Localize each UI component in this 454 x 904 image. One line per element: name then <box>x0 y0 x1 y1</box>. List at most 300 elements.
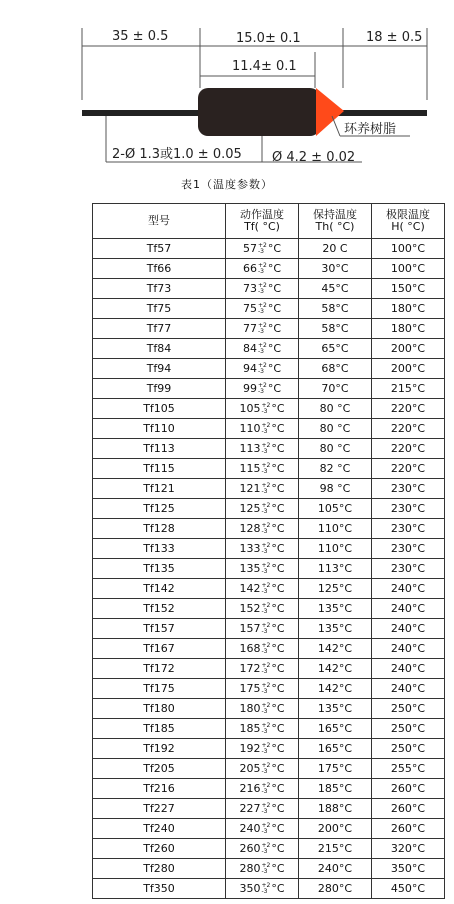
cell-model: Tf135 <box>93 559 226 579</box>
table-row <box>93 699 445 719</box>
table-row <box>93 779 445 799</box>
cell-model: Tf350 <box>93 879 226 899</box>
lead-dim-label: 2-Ø 1.3或1.0 ± 0.05 <box>112 147 242 162</box>
tolerance-upper: +2 <box>257 301 267 309</box>
cell-model: Tf105 <box>93 399 226 419</box>
cell-tf <box>226 239 299 259</box>
table-row <box>93 519 445 539</box>
tolerance-lower: -3 <box>261 687 268 695</box>
cell-th: 125°C <box>299 579 372 599</box>
cell-th: 200°C <box>299 819 372 839</box>
cell-h: 200°C <box>372 359 445 379</box>
tolerance-upper: +2 <box>261 441 271 449</box>
cell-h: 215°C <box>372 379 445 399</box>
table-row <box>93 679 445 699</box>
cell-th: 142°C <box>299 639 372 659</box>
tolerance-upper: +2 <box>261 741 271 749</box>
body-dia-label: Ø 4.2 ± 0.02 <box>272 150 356 165</box>
header-h-line1: 极限温度 <box>386 208 430 221</box>
cell-th: 80 °C <box>299 419 372 439</box>
cell-th: 280°C <box>299 879 372 899</box>
cell-tf <box>226 859 299 879</box>
tf-unit: °C <box>271 541 285 555</box>
resin-leader <box>332 116 340 136</box>
tolerance-upper: +2 <box>261 561 271 569</box>
cell-tf <box>226 699 299 719</box>
cell-model: Tf142 <box>93 579 226 599</box>
tolerance-upper: +2 <box>257 321 267 329</box>
tf-unit: °C <box>271 641 285 655</box>
cell-th: 45°C <box>299 279 372 299</box>
cell-tf <box>226 359 299 379</box>
tolerance-upper: +2 <box>261 541 271 549</box>
tolerance-upper: +2 <box>261 481 271 489</box>
cell-th: 135°C <box>299 619 372 639</box>
tolerance-lower: -3 <box>261 607 268 615</box>
cell-tf <box>226 719 299 739</box>
tf-tolerance <box>261 503 270 515</box>
tf-unit: °C <box>271 621 285 635</box>
cell-h: 255°C <box>372 759 445 779</box>
tf-value: 142 <box>239 581 261 595</box>
cell-h: 250°C <box>372 719 445 739</box>
cell-tf <box>226 479 299 499</box>
dim-body-total-label: 15.0± 0.1 <box>236 31 301 46</box>
tf-unit: °C <box>271 861 285 875</box>
resin-label: 环养树脂 <box>344 122 397 137</box>
tf-value: 113 <box>239 441 261 455</box>
cell-th: 110°C <box>299 519 372 539</box>
table-row <box>93 479 445 499</box>
tf-value: 105 <box>239 401 261 415</box>
tf-unit: °C <box>271 881 285 895</box>
cell-h: 180°C <box>372 299 445 319</box>
tolerance-lower: -3 <box>257 247 264 255</box>
tf-tolerance <box>261 683 270 695</box>
tf-value: 205 <box>239 761 261 775</box>
tf-tolerance <box>258 283 267 295</box>
tolerance-lower: -3 <box>257 267 264 275</box>
tolerance-upper: +2 <box>261 661 271 669</box>
cell-h: 230°C <box>372 539 445 559</box>
cell-tf <box>226 379 299 399</box>
cell-model: Tf128 <box>93 519 226 539</box>
tf-unit: °C <box>267 361 282 375</box>
cell-th: 65°C <box>299 339 372 359</box>
table-row <box>93 579 445 599</box>
tf-tolerance <box>261 623 270 635</box>
tf-unit: °C <box>271 601 285 615</box>
cell-tf <box>226 339 299 359</box>
cell-model: Tf180 <box>93 699 226 719</box>
tolerance-upper: +2 <box>257 241 267 249</box>
cell-model: Tf121 <box>93 479 226 499</box>
cell-h: 230°C <box>372 479 445 499</box>
cell-model: Tf57 <box>93 239 226 259</box>
tf-tolerance <box>261 443 270 455</box>
tolerance-lower: -3 <box>261 767 268 775</box>
cell-th: 175°C <box>299 759 372 779</box>
cell-tf <box>226 299 299 319</box>
cell-tf <box>226 819 299 839</box>
tolerance-lower: -3 <box>261 747 268 755</box>
tolerance-lower: -3 <box>261 707 268 715</box>
tf-value: 125 <box>239 501 261 515</box>
cell-th: 142°C <box>299 679 372 699</box>
cell-th: 165°C <box>299 719 372 739</box>
tf-unit: °C <box>267 281 282 295</box>
lead-right <box>335 110 427 116</box>
cell-model: Tf167 <box>93 639 226 659</box>
cell-model: Tf240 <box>93 819 226 839</box>
cell-tf <box>226 739 299 759</box>
tf-value: 216 <box>239 781 261 795</box>
cell-tf <box>226 759 299 779</box>
table-row <box>93 339 445 359</box>
tf-unit: °C <box>267 301 282 315</box>
cell-tf <box>226 619 299 639</box>
tf-tolerance <box>261 523 270 535</box>
cell-h: 240°C <box>372 619 445 639</box>
tolerance-lower: -3 <box>261 627 268 635</box>
tf-value: 99 <box>242 381 257 395</box>
fuse-dimension-drawing <box>0 0 454 176</box>
tf-value: 75 <box>242 301 257 315</box>
tolerance-lower: -3 <box>261 487 268 495</box>
tf-value: 110 <box>239 421 261 435</box>
cell-h: 100°C <box>372 259 445 279</box>
tf-value: 172 <box>239 661 261 675</box>
dim-body-label: 11.4± 0.1 <box>232 59 297 74</box>
tolerance-upper: +2 <box>261 521 271 529</box>
cell-model: Tf216 <box>93 779 226 799</box>
table-row <box>93 599 445 619</box>
header-tf-line1: 动作温度 <box>240 208 284 221</box>
cell-h: 350°C <box>372 859 445 879</box>
tf-tolerance <box>261 883 270 895</box>
cell-h: 220°C <box>372 439 445 459</box>
tf-tolerance <box>261 723 270 735</box>
cell-h: 100°C <box>372 239 445 259</box>
table-row <box>93 639 445 659</box>
cell-tf <box>226 579 299 599</box>
tf-value: 168 <box>239 641 261 655</box>
header-h <box>372 204 445 239</box>
table-row <box>93 619 445 639</box>
table-row <box>93 279 445 299</box>
tolerance-lower: -3 <box>257 287 264 295</box>
tf-tolerance <box>261 463 270 475</box>
cell-model: Tf113 <box>93 439 226 459</box>
cell-h: 220°C <box>372 459 445 479</box>
tf-value: 84 <box>242 341 257 355</box>
cell-th: 215°C <box>299 839 372 859</box>
table-row <box>93 239 445 259</box>
cell-h: 260°C <box>372 799 445 819</box>
tolerance-upper: +2 <box>261 461 271 469</box>
table-row <box>93 299 445 319</box>
tolerance-upper: +2 <box>261 681 271 689</box>
tolerance-upper: +2 <box>257 341 267 349</box>
cell-th: 80 °C <box>299 439 372 459</box>
cell-th: 82 °C <box>299 459 372 479</box>
tolerance-upper: +2 <box>257 381 267 389</box>
cell-model: Tf110 <box>93 419 226 439</box>
fuse-body <box>198 88 320 136</box>
tf-unit: °C <box>271 481 285 495</box>
cell-model: Tf227 <box>93 799 226 819</box>
cell-th: 135°C <box>299 699 372 719</box>
tolerance-lower: -3 <box>257 347 264 355</box>
table-row <box>93 359 445 379</box>
cell-model: Tf175 <box>93 679 226 699</box>
cell-tf <box>226 559 299 579</box>
temperature-table <box>92 203 445 899</box>
tolerance-upper: +2 <box>261 801 271 809</box>
cell-model: Tf94 <box>93 359 226 379</box>
tf-unit: °C <box>271 781 285 795</box>
tf-value: 115 <box>239 461 261 475</box>
cell-tf <box>226 499 299 519</box>
tolerance-lower: -3 <box>257 307 264 315</box>
table-row <box>93 719 445 739</box>
tf-unit: °C <box>271 721 285 735</box>
tf-tolerance <box>261 823 270 835</box>
tolerance-lower: -3 <box>261 447 268 455</box>
cell-th: 80 °C <box>299 399 372 419</box>
tf-value: 240 <box>239 821 261 835</box>
cell-tf <box>226 639 299 659</box>
tf-unit: °C <box>267 241 282 255</box>
table-header-row <box>93 204 445 239</box>
tf-tolerance <box>258 303 267 315</box>
tolerance-upper: +2 <box>261 861 271 869</box>
tf-tolerance <box>258 383 267 395</box>
cell-th: 165°C <box>299 739 372 759</box>
table-row <box>93 879 445 899</box>
tf-value: 180 <box>239 701 261 715</box>
lead-left <box>82 110 202 116</box>
tf-value: 94 <box>242 361 257 375</box>
tf-unit: °C <box>267 341 282 355</box>
tolerance-lower: -3 <box>261 667 268 675</box>
tolerance-lower: -3 <box>261 727 268 735</box>
tf-unit: °C <box>271 501 285 515</box>
tf-tolerance <box>261 763 270 775</box>
header-th-line1: 保持温度 <box>313 208 357 221</box>
table-row <box>93 419 445 439</box>
tolerance-lower: -3 <box>261 827 268 835</box>
cell-th: 110°C <box>299 539 372 559</box>
cell-tf <box>226 659 299 679</box>
tf-value: 175 <box>239 681 261 695</box>
cell-tf <box>226 539 299 559</box>
cell-th: 20 C <box>299 239 372 259</box>
table-row <box>93 859 445 879</box>
tf-unit: °C <box>271 761 285 775</box>
tolerance-lower: -3 <box>257 327 264 335</box>
tolerance-upper: +2 <box>261 761 271 769</box>
tf-value: 192 <box>239 741 261 755</box>
header-th-line2: Th( °C) <box>315 220 355 233</box>
cell-th: 68°C <box>299 359 372 379</box>
cell-h: 180°C <box>372 319 445 339</box>
header-tf-line2: Tf( °C) <box>244 220 280 233</box>
header-th <box>299 204 372 239</box>
cell-model: Tf73 <box>93 279 226 299</box>
tf-unit: °C <box>271 561 285 575</box>
tf-tolerance <box>258 243 267 255</box>
tolerance-upper: +2 <box>261 401 271 409</box>
tf-value: 280 <box>239 861 261 875</box>
tf-value: 260 <box>239 841 261 855</box>
tolerance-upper: +2 <box>261 781 271 789</box>
tolerance-lower: -3 <box>261 567 268 575</box>
tolerance-lower: -3 <box>257 367 264 375</box>
tf-unit: °C <box>271 681 285 695</box>
cell-h: 240°C <box>372 679 445 699</box>
tf-unit: °C <box>271 661 285 675</box>
cell-h: 450°C <box>372 879 445 899</box>
cell-model: Tf157 <box>93 619 226 639</box>
cell-h: 230°C <box>372 559 445 579</box>
tolerance-lower: -3 <box>261 847 268 855</box>
header-model-line1: 型号 <box>148 214 170 227</box>
cell-model: Tf185 <box>93 719 226 739</box>
cell-model: Tf84 <box>93 339 226 359</box>
tf-value: 135 <box>239 561 261 575</box>
tf-unit: °C <box>271 841 285 855</box>
cell-th: 30°C <box>299 259 372 279</box>
cell-tf <box>226 799 299 819</box>
tf-tolerance <box>261 663 270 675</box>
tolerance-lower: -3 <box>261 467 268 475</box>
cell-tf <box>226 319 299 339</box>
cell-h: 230°C <box>372 499 445 519</box>
tf-value: 66 <box>242 261 257 275</box>
table-row <box>93 839 445 859</box>
table-row <box>93 739 445 759</box>
table-row <box>93 499 445 519</box>
tf-tolerance <box>261 403 270 415</box>
tf-tolerance <box>261 483 270 495</box>
tf-unit: °C <box>271 581 285 595</box>
tf-unit: °C <box>271 401 285 415</box>
cell-model: Tf152 <box>93 599 226 619</box>
cell-th: 98 °C <box>299 479 372 499</box>
resin-cap <box>316 88 344 136</box>
cell-h: 240°C <box>372 639 445 659</box>
cell-tf <box>226 439 299 459</box>
cell-h: 240°C <box>372 659 445 679</box>
tf-tolerance <box>261 843 270 855</box>
tf-unit: °C <box>271 441 285 455</box>
header-model <box>93 204 226 239</box>
cell-model: Tf280 <box>93 859 226 879</box>
tf-tolerance <box>261 423 270 435</box>
tf-tolerance <box>258 263 267 275</box>
cell-model: Tf115 <box>93 459 226 479</box>
cell-model: Tf77 <box>93 319 226 339</box>
tf-tolerance <box>261 603 270 615</box>
tolerance-upper: +2 <box>257 281 267 289</box>
table-row <box>93 459 445 479</box>
cell-tf <box>226 679 299 699</box>
tf-value: 128 <box>239 521 261 535</box>
tolerance-lower: -3 <box>261 787 268 795</box>
cell-tf <box>226 519 299 539</box>
header-h-line2: H( °C) <box>391 220 425 233</box>
tf-unit: °C <box>271 521 285 535</box>
tolerance-upper: +2 <box>261 621 271 629</box>
tolerance-lower: -3 <box>261 887 268 895</box>
tolerance-upper: +2 <box>261 841 271 849</box>
tolerance-upper: +2 <box>261 641 271 649</box>
cell-tf <box>226 839 299 859</box>
table-row <box>93 539 445 559</box>
table-row <box>93 759 445 779</box>
tf-unit: °C <box>271 421 285 435</box>
table-body <box>93 239 445 899</box>
tf-tolerance <box>261 863 270 875</box>
tf-unit: °C <box>267 321 282 335</box>
table-row <box>93 319 445 339</box>
tf-value: 77 <box>242 321 257 335</box>
tolerance-lower: -3 <box>261 427 268 435</box>
cell-model: Tf125 <box>93 499 226 519</box>
table-row <box>93 379 445 399</box>
table-row <box>93 399 445 419</box>
cell-h: 250°C <box>372 739 445 759</box>
cell-model: Tf192 <box>93 739 226 759</box>
tf-unit: °C <box>267 261 282 275</box>
cell-th: 58°C <box>299 299 372 319</box>
tf-tolerance <box>261 543 270 555</box>
table-row <box>93 659 445 679</box>
tf-unit: °C <box>271 741 285 755</box>
tf-tolerance <box>261 643 270 655</box>
tf-value: 185 <box>239 721 261 735</box>
tolerance-lower: -3 <box>261 647 268 655</box>
dim-right-label: 18 ± 0.5 <box>366 30 423 45</box>
cell-tf <box>226 599 299 619</box>
tf-unit: °C <box>271 701 285 715</box>
cell-model: Tf75 <box>93 299 226 319</box>
tolerance-upper: +2 <box>261 821 271 829</box>
tf-tolerance <box>258 323 267 335</box>
table-row <box>93 559 445 579</box>
tolerance-lower: -3 <box>261 867 268 875</box>
tolerance-lower: -3 <box>261 407 268 415</box>
cell-th: 58°C <box>299 319 372 339</box>
cell-h: 320°C <box>372 839 445 859</box>
tolerance-lower: -3 <box>257 387 264 395</box>
tf-value: 152 <box>239 601 261 615</box>
cell-h: 150°C <box>372 279 445 299</box>
tolerance-lower: -3 <box>261 547 268 555</box>
cell-th: 135°C <box>299 599 372 619</box>
tolerance-upper: +2 <box>257 261 267 269</box>
tolerance-upper: +2 <box>261 501 271 509</box>
cell-model: Tf260 <box>93 839 226 859</box>
tf-tolerance <box>258 343 267 355</box>
cell-h: 220°C <box>372 399 445 419</box>
tf-tolerance <box>261 803 270 815</box>
cell-th: 188°C <box>299 799 372 819</box>
dim-left-label: 35 ± 0.5 <box>112 29 169 44</box>
cell-h: 220°C <box>372 419 445 439</box>
tolerance-upper: +2 <box>261 701 271 709</box>
